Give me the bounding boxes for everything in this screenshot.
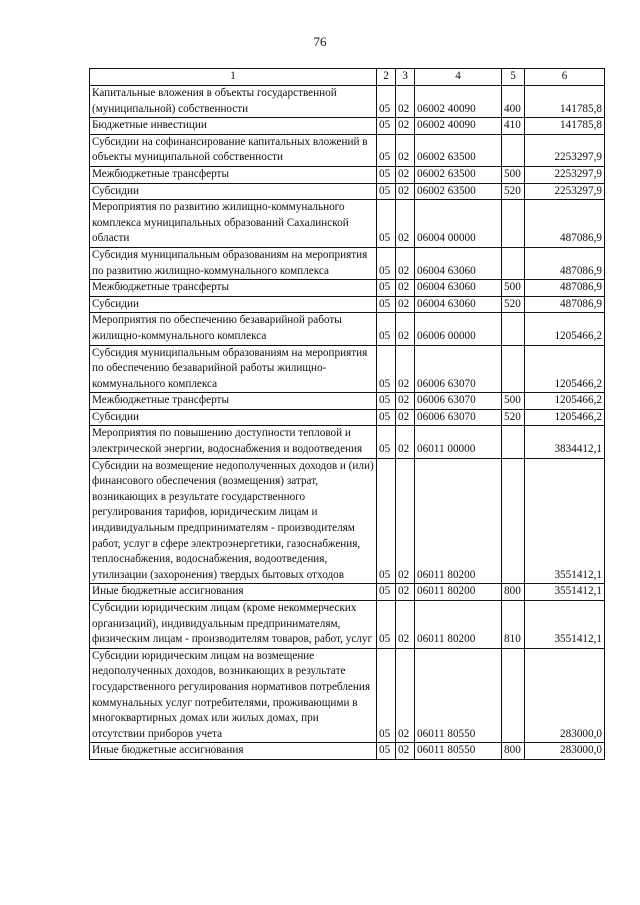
amount-cell: 3834412,1	[525, 426, 605, 458]
column-header: 6	[525, 69, 605, 86]
target-article-cell: 06002 63500	[415, 166, 502, 183]
row-name-cell: Бюджетные инвестиции	[90, 118, 377, 135]
amount-cell: 487086,9	[525, 280, 605, 297]
target-article-cell: 06011 80200	[415, 458, 502, 584]
row-name-cell: Субсидии	[90, 183, 377, 200]
target-article-cell: 06002 40090	[415, 86, 502, 118]
table-row	[90, 648, 605, 743]
table-row	[90, 280, 605, 297]
table-row	[90, 166, 605, 183]
amount-cell: 1205466,2	[525, 393, 605, 410]
subsection-code-cell: 02	[396, 648, 415, 743]
column-header: 2	[377, 69, 396, 86]
target-article-cell: 06004 00000	[415, 200, 502, 248]
expense-type-cell	[502, 458, 525, 584]
row-name-cell: Капитальные вложения в объекты государственной (муниципальной) собственности	[90, 86, 377, 118]
target-article-cell: 06004 63060	[415, 296, 502, 313]
row-name-cell: Субсидии	[90, 296, 377, 313]
amount-cell: 2253297,9	[525, 134, 605, 166]
expense-type-cell: 500	[502, 166, 525, 183]
target-article-cell: 06004 63060	[415, 280, 502, 297]
subsection-code-cell: 02	[396, 296, 415, 313]
expense-type-cell: 810	[502, 601, 525, 649]
table-row	[90, 86, 605, 118]
target-article-cell: 06006 00000	[415, 313, 502, 345]
amount-cell: 141785,8	[525, 118, 605, 135]
table-row	[90, 409, 605, 426]
expense-type-cell: 520	[502, 296, 525, 313]
row-name-cell: Субсидии	[90, 409, 377, 426]
table-row	[90, 601, 605, 649]
target-article-cell: 06011 00000	[415, 426, 502, 458]
target-article-cell: 06011 80200	[415, 601, 502, 649]
row-name-cell: Субсидии юридическим лицам на возмещение недополученных доходов, возникающих в результате государственного регулирования нормативов потребления коммунальных услуг потребителями, проживающими в многоквартирных домах или жилых домах, при отсутствии приборов учета	[90, 648, 377, 743]
amount-cell: 141785,8	[525, 86, 605, 118]
row-name-cell: Субсидии на возмещение недополученных доходов и (или) финансового обеспечения (возмещения) затрат, возникающих в результате государственного регулирования тарифов, юридическим лицам и индивидуальным предпринимателям - производителям работ, услуг в сфере электроэнергетики, газоснабжения, теплоснабжения, водоснабжения, водоотведения, утилизации (захоронения) твердых бытовых отходов	[90, 458, 377, 584]
section-code-cell: 05	[377, 200, 396, 248]
expense-type-cell: 400	[502, 86, 525, 118]
section-code-cell: 05	[377, 183, 396, 200]
row-name-cell: Мероприятия по развитию жилищно-коммунального комплекса муниципальных образований Сахалинской области	[90, 200, 377, 248]
section-code-cell: 05	[377, 134, 396, 166]
target-article-cell: 06002 63500	[415, 183, 502, 200]
subsection-code-cell: 02	[396, 584, 415, 601]
column-header: 5	[502, 69, 525, 86]
row-name-cell: Мероприятия по повышению доступности тепловой и электрической энергии, водоснабжения и водоотведения	[90, 426, 377, 458]
target-article-cell: 06004 63060	[415, 247, 502, 279]
table-row	[90, 584, 605, 601]
row-name-cell: Субсидия муниципальным образованиям на мероприятия по обеспечению безаварийной работы жилищно-коммунального комплекса	[90, 345, 377, 393]
subsection-code-cell: 02	[396, 393, 415, 410]
column-header: 4	[415, 69, 502, 86]
amount-cell: 3551412,1	[525, 584, 605, 601]
section-code-cell: 05	[377, 584, 396, 601]
table-header-row	[90, 69, 605, 86]
row-name-cell: Мероприятия по обеспечению безаварийной работы жилищно-коммунального комплекса	[90, 313, 377, 345]
section-code-cell: 05	[377, 458, 396, 584]
section-code-cell: 05	[377, 86, 396, 118]
amount-cell: 1205466,2	[525, 409, 605, 426]
subsection-code-cell: 02	[396, 313, 415, 345]
page-number: 76	[313, 34, 327, 49]
amount-cell: 3551412,1	[525, 601, 605, 649]
expense-type-cell	[502, 345, 525, 393]
amount-cell: 487086,9	[525, 296, 605, 313]
section-code-cell: 05	[377, 601, 396, 649]
amount-cell: 283000,0	[525, 648, 605, 743]
subsection-code-cell: 02	[396, 86, 415, 118]
section-code-cell: 05	[377, 393, 396, 410]
table-row	[90, 134, 605, 166]
table-row	[90, 345, 605, 393]
row-name-cell: Межбюджетные трансферты	[90, 280, 377, 297]
section-code-cell: 05	[377, 118, 396, 135]
section-code-cell: 05	[377, 280, 396, 297]
subsection-code-cell: 02	[396, 183, 415, 200]
expense-type-cell: 410	[502, 118, 525, 135]
column-header: 3	[396, 69, 415, 86]
subsection-code-cell: 02	[396, 409, 415, 426]
table-row	[90, 426, 605, 458]
row-name-cell: Иные бюджетные ассигнования	[90, 584, 377, 601]
table-row	[90, 118, 605, 135]
expense-type-cell	[502, 648, 525, 743]
expense-type-cell: 520	[502, 183, 525, 200]
table-body	[90, 86, 605, 760]
amount-cell: 283000,0	[525, 743, 605, 760]
amount-cell: 487086,9	[525, 247, 605, 279]
subsection-code-cell: 02	[396, 601, 415, 649]
section-code-cell: 05	[377, 426, 396, 458]
table-row	[90, 743, 605, 760]
table-row	[90, 458, 605, 584]
section-code-cell: 05	[377, 743, 396, 760]
subsection-code-cell: 02	[396, 166, 415, 183]
target-article-cell: 06002 63500	[415, 134, 502, 166]
table-row	[90, 183, 605, 200]
amount-cell: 1205466,2	[525, 345, 605, 393]
target-article-cell: 06006 63070	[415, 345, 502, 393]
section-code-cell: 05	[377, 166, 396, 183]
expense-type-cell	[502, 247, 525, 279]
amount-cell: 2253297,9	[525, 183, 605, 200]
column-header: 1	[90, 69, 377, 86]
section-code-cell: 05	[377, 409, 396, 426]
table-row	[90, 296, 605, 313]
table-row	[90, 200, 605, 248]
target-article-cell: 06011 80550	[415, 743, 502, 760]
section-code-cell: 05	[377, 313, 396, 345]
expense-type-cell	[502, 200, 525, 248]
amount-cell: 1205466,2	[525, 313, 605, 345]
subsection-code-cell: 02	[396, 458, 415, 584]
subsection-code-cell: 02	[396, 743, 415, 760]
subsection-code-cell: 02	[396, 118, 415, 135]
row-name-cell: Межбюджетные трансферты	[90, 393, 377, 410]
expense-type-cell	[502, 426, 525, 458]
table-row	[90, 393, 605, 410]
target-article-cell: 06006 63070	[415, 393, 502, 410]
row-name-cell: Субсидия муниципальным образованиям на мероприятия по развитию жилищно-коммунального комплекса	[90, 247, 377, 279]
expense-type-cell	[502, 134, 525, 166]
amount-cell: 487086,9	[525, 200, 605, 248]
target-article-cell: 06011 80550	[415, 648, 502, 743]
row-name-cell: Межбюджетные трансферты	[90, 166, 377, 183]
section-code-cell: 05	[377, 345, 396, 393]
row-name-cell: Субсидии юридическим лицам (кроме некоммерческих организаций), индивидуальным предпринимателям, физическим лицам - производителям товаров, работ, услуг	[90, 601, 377, 649]
target-article-cell: 06006 63070	[415, 409, 502, 426]
expense-type-cell: 800	[502, 584, 525, 601]
budget-table	[89, 68, 605, 760]
expense-type-cell: 520	[502, 409, 525, 426]
expense-type-cell: 500	[502, 393, 525, 410]
subsection-code-cell: 02	[396, 200, 415, 248]
amount-cell: 2253297,9	[525, 166, 605, 183]
row-name-cell: Иные бюджетные ассигнования	[90, 743, 377, 760]
table-row	[90, 247, 605, 279]
subsection-code-cell: 02	[396, 247, 415, 279]
section-code-cell: 05	[377, 296, 396, 313]
target-article-cell: 06002 40090	[415, 118, 502, 135]
table-row	[90, 313, 605, 345]
section-code-cell: 05	[377, 247, 396, 279]
target-article-cell: 06011 80200	[415, 584, 502, 601]
expense-type-cell: 500	[502, 280, 525, 297]
subsection-code-cell: 02	[396, 280, 415, 297]
subsection-code-cell: 02	[396, 426, 415, 458]
row-name-cell: Субсидии на софинансирование капитальных вложений в объекты муниципальной собственности	[90, 134, 377, 166]
expense-type-cell: 800	[502, 743, 525, 760]
expense-type-cell	[502, 313, 525, 345]
section-code-cell: 05	[377, 648, 396, 743]
amount-cell: 3551412,1	[525, 458, 605, 584]
subsection-code-cell: 02	[396, 134, 415, 166]
subsection-code-cell: 02	[396, 345, 415, 393]
